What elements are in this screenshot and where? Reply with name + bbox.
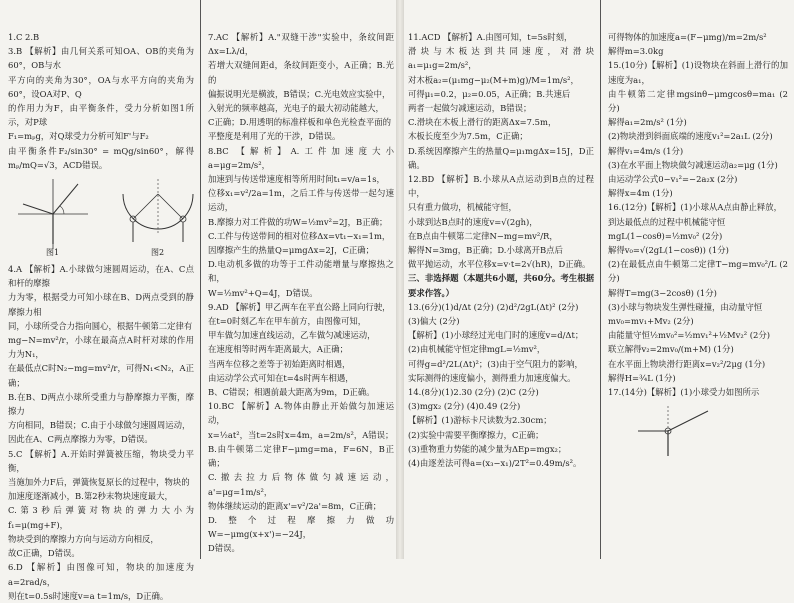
text-line: 到达最低点的过程中机械能守恒	[608, 216, 726, 227]
section-heading: 三、非选择题（本题共6小题，共60分。考生根据要求作答。）	[408, 273, 594, 298]
text-line: (2)在最低点由牛顿第二定律T−mg=mv₀²/L (2分)	[608, 259, 788, 284]
text-line: 力为零，根据受力可知小球在B、D两点受到的静摩擦力相	[8, 292, 194, 317]
text-line: (3)小球与物块发生弹性碰撞，由动量守恒	[608, 301, 763, 312]
text-line: 8.BC 【解析】A.工件加速度大小a=μg=2m/s²，	[208, 145, 394, 170]
text-line: (2)由机械能守恒定律mgL=½mv²，	[408, 344, 546, 355]
text-line: 14.(8分)(1)2.30 (2分) (2)C (2分)	[408, 387, 539, 398]
text-line: 解得T=mg(3−2cosθ) (1分)	[608, 287, 717, 298]
text-line: 1.C 2.B	[8, 32, 40, 42]
text-line: 可得g=d²/2L(Δt)²；(3)由于空气阻力的影响，	[408, 358, 583, 369]
text-line: W=½mv²+Q=4J，D错误。	[208, 287, 318, 298]
text-line: D.整个过程摩擦力做功W=−μmg(x+x')=−24J，	[208, 514, 394, 540]
text-line: mgL(1−cosθ)=½mv₀² (2分)	[608, 230, 723, 241]
text-line: 由平衡条件F₂/sin30° = mQg/sin60°，解得mₚ/mQ=√3，ACD错误。	[8, 145, 194, 170]
page-gutter	[396, 0, 404, 559]
text-line: 的作用力为F，由平衡条件，受力分析如图1所示，对P球	[8, 103, 194, 128]
text-line: B.由牛顿第二定律F−μmg=ma，F=6N，B正确；	[208, 443, 394, 469]
text-line: 两者一起做匀减速运动，B错误；	[408, 103, 532, 114]
text-line: 物块受到的摩擦力方向与运动方向相反，	[8, 533, 159, 544]
text-line: 方向相同，B错误；C.由于小球做匀速圆周运动，	[8, 420, 191, 431]
column-4	[600, 0, 794, 559]
text-line: 联立解得v₂=2mv₀/(m+M) (1分)	[608, 344, 734, 355]
text-line: 加速到与传送带速度相等所用时间t₁=v/a=1s，	[208, 174, 385, 185]
text-line: (2)实验中需要平衡摩擦力，C正确；	[408, 429, 544, 440]
text-line: 5.C 【解析】A.开始时弹簧被压缩，物块受力平衡，	[8, 448, 194, 473]
text-line: B.在B、D两点小球所受重力与静摩擦力平衡，摩擦力	[8, 391, 194, 417]
text-line: 解得m=3.0kg	[608, 46, 664, 57]
text-line: 偏振说明光是横波，B错误；C.光电效应实验中，	[208, 88, 391, 99]
text-line: 当施加外力F后，弹簧恢复原长的过程中，物块的	[8, 477, 190, 488]
text-line: 在最低点C时N₂−mg=mv²/r，可得N₁<N₂，A正确；	[8, 363, 194, 388]
text-line: 由牛顿第二定律mgsinθ−μmgcosθ=ma₁ (2分)	[608, 88, 788, 114]
text-line: 6.D 【解析】由图像可知，物块的加速度为a=2rad/s，	[8, 562, 194, 587]
text-line: D.系统因摩擦产生的热量Q=μ₁mgΔx=15J，D正确。	[408, 145, 594, 170]
text-line: C.第3秒后弹簧对物块的弹力大小为f₁=μ(mg+F)，	[8, 505, 194, 530]
text-line: 在速度相等时两车距离最大，A正确；	[208, 344, 349, 355]
text-line: C.工件与传送带间的相对位移Δx=vt₁−x₁=1m，	[208, 230, 391, 241]
text-line: 11.ACD 【解析】A.由图可知，t=5s时刻，	[408, 32, 573, 42]
text-line: C.撤去拉力后物体做匀减速运动，a'=μg=1m/s²，	[208, 472, 394, 497]
text-line: 16.(12分)【解析】(1)小球从A点由静止释放，	[608, 202, 783, 213]
text-line: 在水平面上物块滑行距离x=v₂²/2μg (1分)	[608, 358, 766, 369]
text-line: (3)mgx₂ (2分) (4)0.49 (2分)	[408, 401, 521, 412]
text-line: 加速度逐渐减小，B.第2秒末物块速度最大，	[8, 491, 173, 502]
text-line: 位移x₁=v²/2a=1m，之后工件与传送带一起匀速运动，	[208, 188, 394, 213]
text-line: (3)重物重力势能的减少量为ΔEp=mgx₂；	[408, 443, 567, 454]
text-line: 9.AD 【解析】甲乙两车在平直公路上同向行驶，	[208, 301, 391, 312]
text-line: 则在t=0.5s时速度v=a t=1m/s，D正确。	[8, 590, 169, 601]
text-line: (4)由逐差法可得a=(x₃−x₁)/2T²=0.49m/s²。	[408, 458, 582, 469]
column-divider	[200, 0, 201, 559]
text-line: 故C正确，D错误。	[8, 548, 80, 559]
text-line: 【解析】(1)游标卡尺读数为2.30cm；	[408, 415, 552, 426]
text-line: 7.AC 【解析】A."双缝干涉"实验中，条纹间距Δx=Lλ/d，	[208, 32, 394, 57]
text-line: 解得H=¾L (1分)	[608, 372, 676, 383]
text-line: D.电动机多做的功等于工件动能增量与摩擦热之和，	[208, 259, 394, 284]
force-diagram-3-svg	[608, 401, 788, 461]
text-line: 解得v₀=√(2gL(1−cosθ)) (1分)	[608, 245, 729, 256]
text-line: 对木板a₂=(μ₁mg−μ₂(M+m)g)/M=1m/s²，	[408, 74, 579, 85]
text-line: 入射光的频率越高，光电子的最大初动能越大，	[208, 103, 384, 114]
text-line: 当两车位移之差等于初始距离时相遇，	[208, 358, 351, 369]
text-line: 17.(14分)【解析】(1)小球受力如图所示	[608, 387, 760, 398]
text-line: B、C错误；相遇前最大距离为9m，D正确。	[208, 387, 375, 398]
text-line: 在B点由牛顿第二定律N−mg=mv²/R，	[408, 230, 558, 241]
text-line: 木板长度至少为7.5m，C正确；	[408, 131, 528, 142]
text-line: 做平抛运动，水平位移x=v·t=2√(hR)，D正确。	[408, 259, 591, 270]
figure-2-label: 图2	[151, 248, 165, 258]
text-line: 平方向的夹角为30°，OA与水平方向的夹角为60°，设OA对P、Q	[8, 74, 194, 99]
text-line: 在t=0时刻乙车在甲车前方，由图像可知，	[208, 316, 367, 327]
text-line: 小球到达B点时的速度v=√(2gh)，	[408, 216, 538, 227]
text-line: 【解析】(1)小球经过光电门时的速度v=d/Δt；	[408, 330, 584, 341]
text-line: 若增大双缝间距d，条纹间距变小，A正确；B.光的	[208, 60, 394, 85]
text-line: 同，小球所受合力指向圆心，根据牛顿第二定律有	[8, 320, 193, 331]
force-diagrams	[8, 174, 194, 258]
figure-1-label: 图1	[46, 248, 60, 258]
text-line: 因此在A、C两点摩擦力为零，D错误。	[8, 434, 153, 445]
text-line: 只有重力做功，机械能守恒，	[408, 202, 517, 213]
text-line: 解得x=4m (1分)	[608, 188, 673, 199]
text-line: 滑块与木板达到共同速度，对滑块a₁=μ₁g=2m/s²，	[408, 46, 594, 71]
column-1	[0, 0, 200, 601]
text-line: 甲车做匀加速直线运动，乙车做匀减速运动，	[208, 330, 376, 341]
text-line: mg−N=mv²/r，小球在最高点A时杆对球的作用力为N₁，	[8, 335, 194, 360]
text-line: 由运动学公式可知在t=4s时两车相遇，	[208, 372, 354, 383]
text-line: (3)在水平面上物块做匀减速运动a₂=μg (1分)	[608, 159, 778, 170]
text-line: 物体继续运动的距离x'=v²/2a'=8m，C正确；	[208, 500, 382, 511]
text-line: C.滑块在木板上滑行的距离Δx=7.5m，	[408, 117, 557, 128]
text-line: 由运动学公式0−v₁²=−2a₂x (2分)	[608, 174, 738, 185]
text-line: 可得物体的加速度a=(F−μmg)/m=2m/s²	[608, 32, 767, 42]
text-line: 10.BC 【解析】A.物体由静止开始做匀加速运动，	[208, 401, 394, 426]
column-divider	[600, 0, 601, 559]
text-line: 12.BD 【解析】B.小球从A点运动到B点的过程中，	[408, 174, 594, 199]
text-line: 实际测得的速度偏小，测得重力加速度偏大。	[408, 372, 576, 383]
text-line: mv₀=mv₁+Mv₂ (2分)	[608, 316, 694, 327]
column-3	[400, 0, 600, 559]
text-line: 可得μ₁=0.2，μ₂=0.05，A正确；B.共速后	[408, 88, 571, 99]
text-line: x=½at²，当t=2s时x=4m，a=2m/s²，A错误；	[208, 429, 394, 440]
column-2	[200, 0, 400, 559]
text-line: (2)物块滑到斜面底端的速度v₁²=2a₁L (2分)	[608, 131, 773, 142]
force-diagram-svg	[8, 174, 198, 258]
text-line: 平整度是利用了光的干涉，D错误。	[208, 131, 341, 142]
text-line: 15.(10分)【解析】(1)设物块在斜面上滑行的加速度为a₁，	[608, 60, 788, 85]
text-line: 解得a₁=2m/s² (1分)	[608, 117, 687, 128]
text-line: 由能量守恒½mv₀²=½mv₁²+½Mv₂² (2分)	[608, 330, 770, 341]
text-line: 3.B 【解析】由几何关系可知OA、OB的夹角为60°，OB与水	[8, 46, 194, 71]
text-line: 解得v₁=4m/s (1分)	[608, 145, 684, 156]
text-line: F₁=mₚg，对Q球受力分析可知F'与F₂	[8, 131, 149, 142]
text-line: B.摩擦力对工件做的功W=½mv²=2J，B正确；	[208, 216, 388, 227]
text-line: 解得N=3mg，B正确；D.小球离开B点后	[408, 245, 563, 256]
text-line: 13.(6分)(1)d/Δt (2分) (2)d²/2gL(Δt)² (2分)	[408, 301, 579, 312]
text-line: D错误。	[208, 543, 240, 554]
text-line: 4.A 【解析】A.小球做匀速圆周运动，在A、C点和杆的摩擦	[8, 264, 194, 289]
text-line: C正确；D.用透明的标准样板和单色光检查平面的	[208, 117, 391, 128]
force-diagram-3	[608, 401, 788, 461]
text-line: (3)偏大 (2分)	[408, 316, 460, 327]
text-line: 因摩擦产生的热量Q=μmgΔx=2J，C正确；	[208, 245, 375, 256]
